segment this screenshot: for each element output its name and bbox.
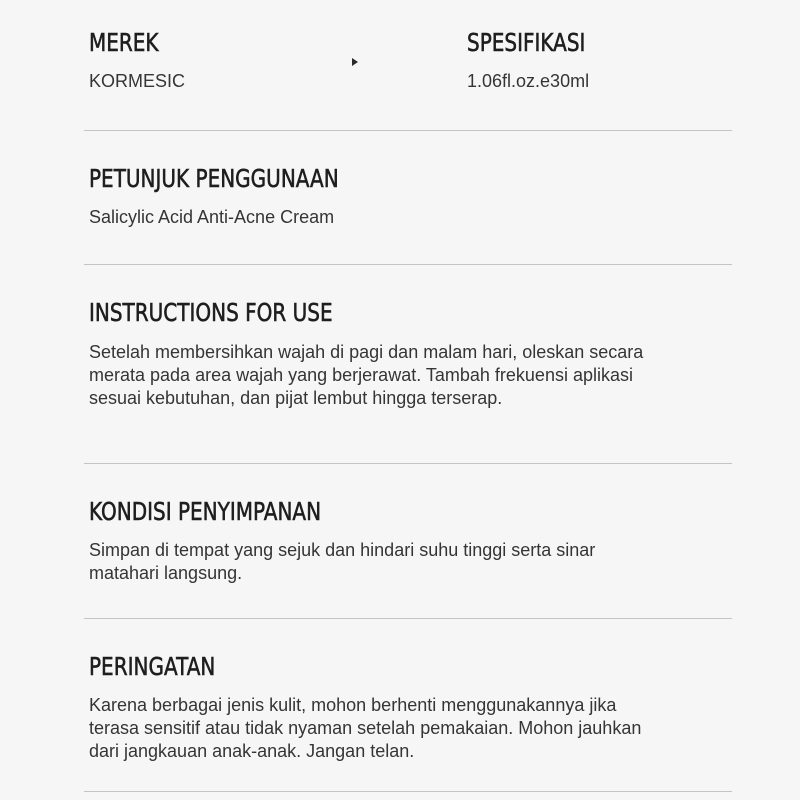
storage-text xyxy=(89,539,595,585)
brand-value: KORMESIC xyxy=(89,71,186,91)
directions-heading: PETUNJUK PENGGUNAAN xyxy=(89,164,339,193)
spec-heading: SPESIFIKASI xyxy=(467,28,586,57)
instructions-line: merata pada area wajah yang berjerawat. Tambah frekuensi aplikasi xyxy=(89,365,633,385)
divider xyxy=(84,463,732,464)
storage-heading: KONDISI PENYIMPANAN xyxy=(89,497,322,526)
storage-line: Simpan di tempat yang sejuk dan hindari suhu tinggi serta sinar xyxy=(89,540,596,560)
instructions-line: sesuai kebutuhan, dan pijat lembut hingga terserap. xyxy=(89,388,503,408)
instructions-text xyxy=(89,341,643,410)
play-arrow-icon xyxy=(352,58,358,66)
instructions-line: Setelah membersihkan wajah di pagi dan malam hari, oleskan secara xyxy=(89,342,644,362)
divider xyxy=(84,618,732,619)
instructions-heading: INSTRUCTIONS FOR USE xyxy=(89,298,333,327)
warning-heading: PERINGATAN xyxy=(89,652,216,681)
warning-line: dari jangkauan anak-anak. Jangan telan. xyxy=(89,741,415,761)
storage-line: matahari langsung. xyxy=(89,563,243,583)
divider xyxy=(84,130,732,131)
divider xyxy=(84,791,732,792)
spec-value: 1.06fl.oz.e30ml xyxy=(467,71,590,91)
warning-text xyxy=(89,694,641,763)
divider xyxy=(84,264,732,265)
warning-line: Karena berbagai jenis kulit, mohon berhenti menggunakannya jika xyxy=(89,695,617,715)
warning-line: terasa sensitif atau tidak nyaman setelah pemakaian. Mohon jauhkan xyxy=(89,718,642,738)
brand-heading: MEREK xyxy=(89,28,159,57)
directions-text: Salicylic Acid Anti-Acne Cream xyxy=(89,207,335,227)
